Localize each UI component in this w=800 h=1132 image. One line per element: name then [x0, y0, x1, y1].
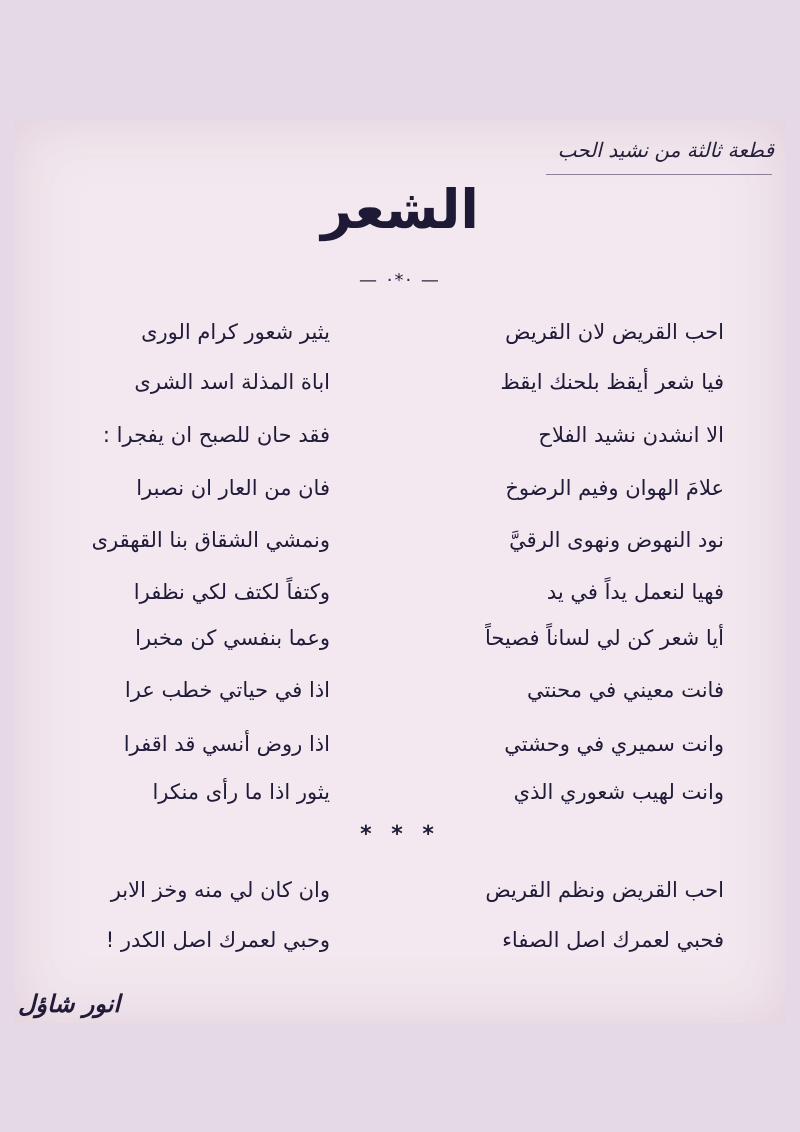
- verse-left: وعما بنفسي كن مخبرا: [135, 626, 330, 650]
- verse-right: فحبي لعمرك اصل الصفاء: [502, 928, 724, 952]
- stanza-separator: * * *: [360, 822, 440, 847]
- verse-right: احب القريض لان القريض: [505, 320, 724, 344]
- verse-right: علامَ الهوان وفيم الرضوخ: [505, 476, 724, 500]
- verse-left: يثور اذا ما رأى منكرا: [152, 780, 330, 804]
- verse-right: الا انشدن نشيد الفلاح: [538, 423, 724, 447]
- verse-right: فهيا لنعمل يداً في يد: [546, 580, 724, 604]
- title-divider: — ·*· —: [359, 270, 441, 291]
- verse-right: احب القريض ونظم القريض: [485, 878, 724, 902]
- heading-note: قطعة ثالثة من نشيد الحب: [557, 138, 774, 162]
- verse-right: فانت معيني في محنتي: [526, 678, 724, 702]
- verse-right: وانت سميري في وحشتي: [504, 732, 724, 756]
- verse-right: فيا شعر أيقظ بلحنك ايقظ: [500, 370, 724, 394]
- verse-left: وان كان لي منه وخز الابر: [110, 878, 330, 902]
- author-signature: انور شاؤل: [18, 990, 121, 1018]
- verse-left: فقد حان للصبح ان يفجرا :: [102, 423, 330, 447]
- verse-left: يثير شعور كرام الورى: [141, 320, 330, 344]
- heading-rule: [546, 174, 772, 175]
- verse-left: وحبي لعمرك اصل الكدر !: [105, 928, 330, 952]
- verse-left: اذا في حياتي خطب عرا: [124, 678, 330, 702]
- verse-left: فان من العار ان نصبرا: [136, 476, 330, 500]
- verse-left: اذا روض أنسي قد اقفرا: [123, 732, 330, 756]
- verse-left: وكتفاً لكتف لكي نظفرا: [133, 580, 330, 604]
- poem-title: الشعر: [321, 178, 479, 241]
- verse-right: نود النهوض ونهوى الرقيَّ: [509, 528, 724, 552]
- verse-right: أيا شعر كن لي لساناً فصيحاً: [485, 626, 724, 650]
- verse-left: ونمشي الشقاق بنا القهقرى: [91, 528, 330, 552]
- verse-left: اباة المذلة اسد الشرى: [134, 370, 330, 394]
- verse-right: وانت لهيب شعوري الذي: [513, 780, 724, 804]
